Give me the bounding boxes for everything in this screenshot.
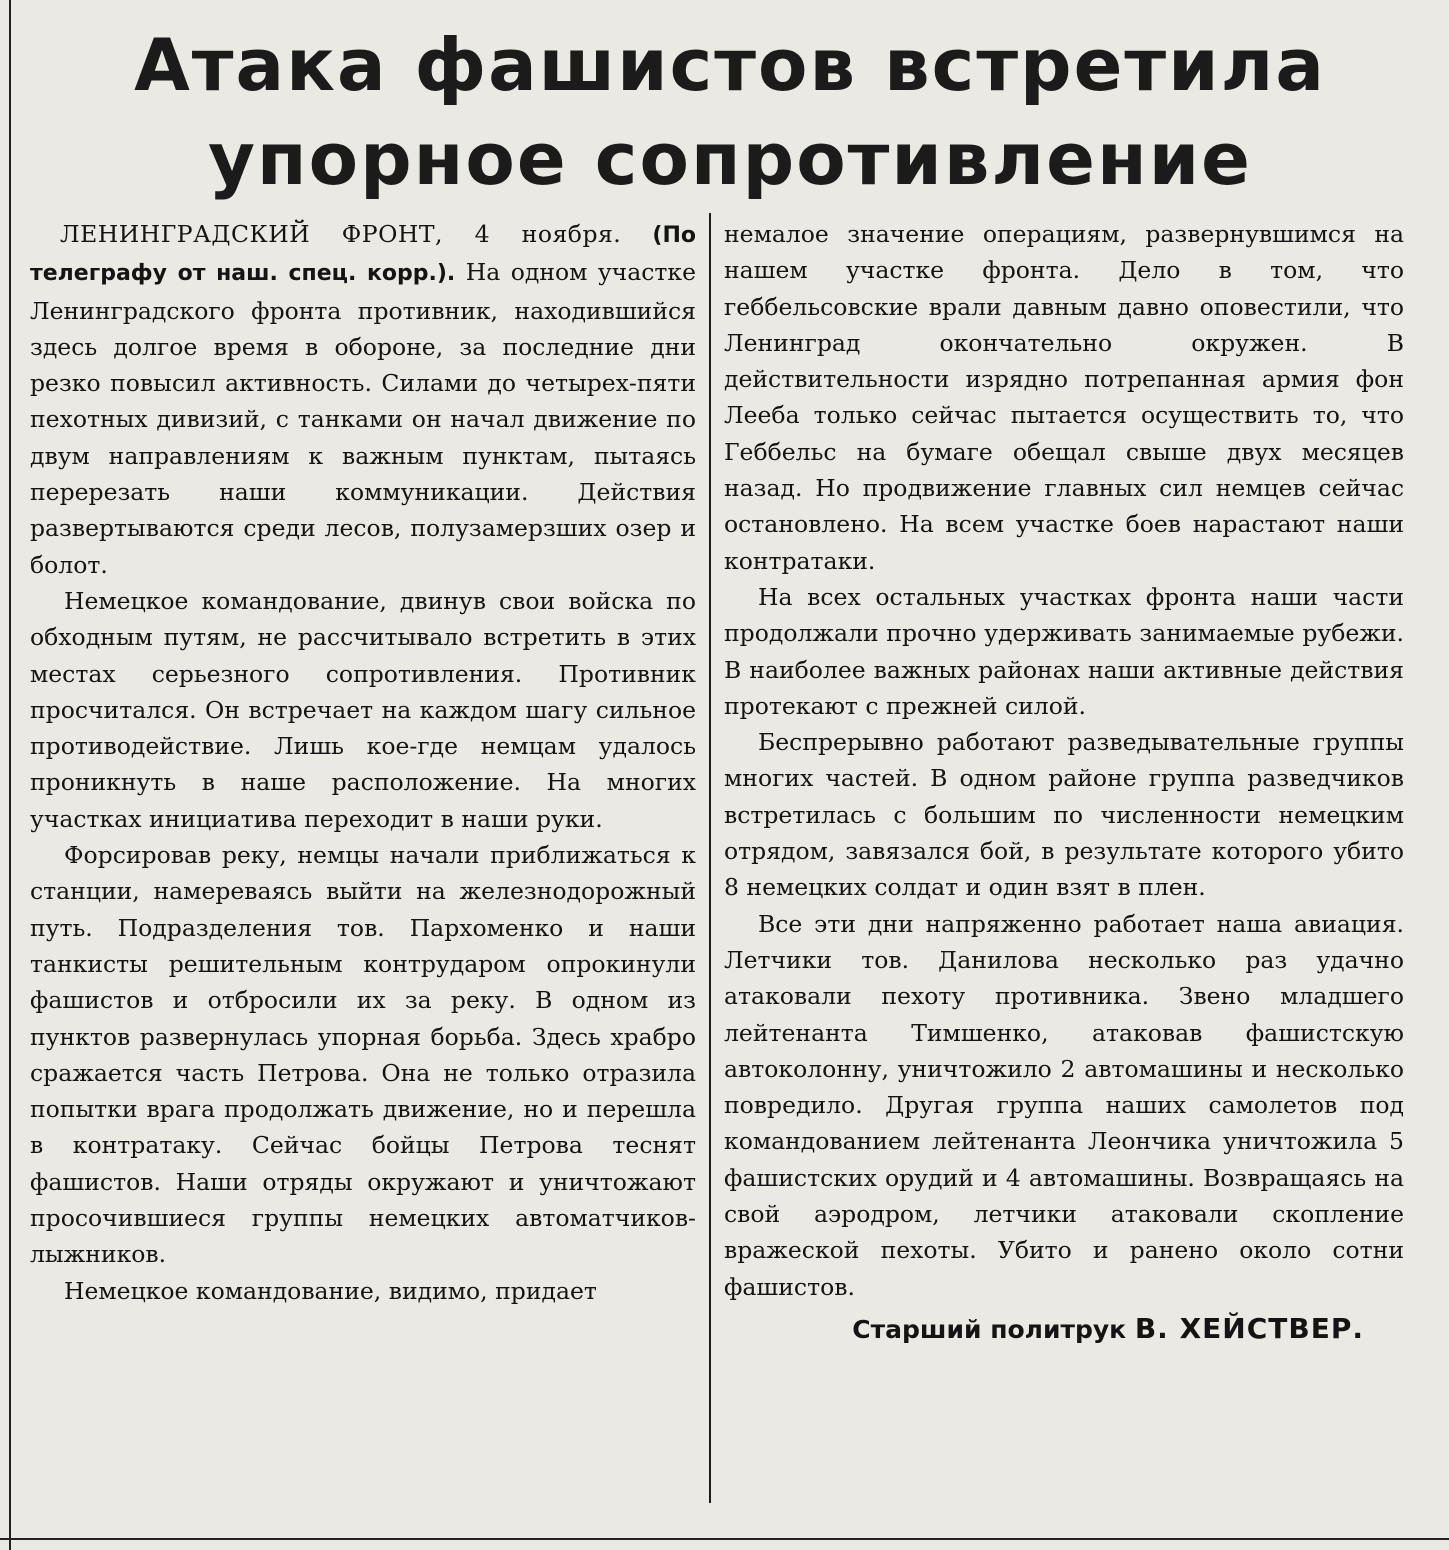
paragraph-1	[30, 216, 696, 583]
article-column-left	[30, 216, 696, 1309]
paragraph-4-start: Немецкое командование, видимо, придает	[64, 1276, 597, 1305]
headline-line-1: Атака фашистов встретила	[134, 23, 1326, 107]
signature	[724, 1311, 1404, 1348]
page-rule-bottom	[0, 1538, 1449, 1540]
paragraph-3: Форсировав реку, немцы начали приближаться к станции, намереваясь выйти на железнодорожный путь. Подразделения тов. Пархоменко и наши танкисты решительным контрударом опрокинули фашистов и отбросили их за реку. В одном из пунктов развернулась упорная борьба. Здесь храбро сражается часть Петрова. Она не только отразила попытки врага продолжать движение, но и перешла в контратаку. Сейчас бойцы Петрова теснят фашистов. Наши отряды окружают и уничтожают просочившиеся группы немецких автоматчиков-лыжников.	[30, 841, 696, 1269]
headline	[40, 18, 1420, 206]
paragraph-4-continued: немалое значение операциям, развернувшимся на нашем участке фронта. Дело в том, что геббельсовские врали давным давно оповестили, что Ленинград окончательно окружен. В действительности изрядно потрепанная армия фон Лееба только сейчас пытается осуществить то, что Геббельс на бумаге обещал свыше двух месяцев назад. Но продвижение главных сил немцев сейчас остановлено. На всем участке боев нарастают наши контратаки.	[724, 220, 1404, 575]
source-note: (По телеграфу от наш. спец. корр.).	[30, 223, 696, 287]
signature-title: Старший политрук	[852, 1314, 1127, 1344]
article-column-right	[724, 216, 1404, 1348]
page-rule-left	[9, 0, 11, 1550]
dateline: ЛЕНИНГРАДСКИЙ ФРОНТ, 4 ноября.	[60, 220, 622, 248]
paragraph-6: Беспрерывно работают разведывательные группы многих частей. В одном районе группа разведчиков встретилась с большим по численности немецким отрядом, завязался бой, в результате которого убито 8 немецких солдат и один взят в плен.	[724, 728, 1404, 902]
headline-line-2: упорное сопротивление	[207, 117, 1253, 201]
paragraph-1-text: На одном участке Ленинградского фронта противник, находившийся здесь долгое время в обороне, за последние дни резко повысил активность. Силами до четырех-пяти пехотных дивизий, с танками он начал движение по двум направлениям к важным пунктам, пытаясь перерезать наши коммуникации. Действия развертываются среди лесов, полузамерзших озер и болот.	[30, 258, 696, 579]
paragraph-7: Все эти дни напряженно работает наша авиация. Летчики тов. Данилова несколько раз удачно атаковали пехоту противника. Звено младшего лейтенанта Тимшенко, атаковав фашистскую автоколонну, уничтожило 2 автомашины и несколько повредило. Другая группа наших самолетов под командованием лейтенанта Леончика уничтожила 5 фашистских орудий и 4 автомашины. Возвращаясь на свой аэродром, летчики атаковали скопление вражеской пехоты. Убито и ранено около сотни фашистов.	[724, 909, 1404, 1301]
signature-name: В. ХЕЙСТВЕР.	[1134, 1311, 1364, 1345]
paragraph-5: На всех остальных участках фронта наши части продолжали прочно удерживать занимаемые рубежи. В наиболее важных районах наши активные действия протекают с прежней силой.	[724, 582, 1404, 720]
paragraph-2: Немецкое командование, двинув свои войска по обходным путям, не рассчитывало встретить в этих местах серьезного сопротивления. Противник просчитался. Он встречает на каждом шагу сильное противодействие. Лишь кое-где немцам удалось проникнуть в наше расположение. На многих участках инициатива переходит в наши руки.	[30, 586, 696, 833]
column-divider	[709, 213, 711, 1503]
